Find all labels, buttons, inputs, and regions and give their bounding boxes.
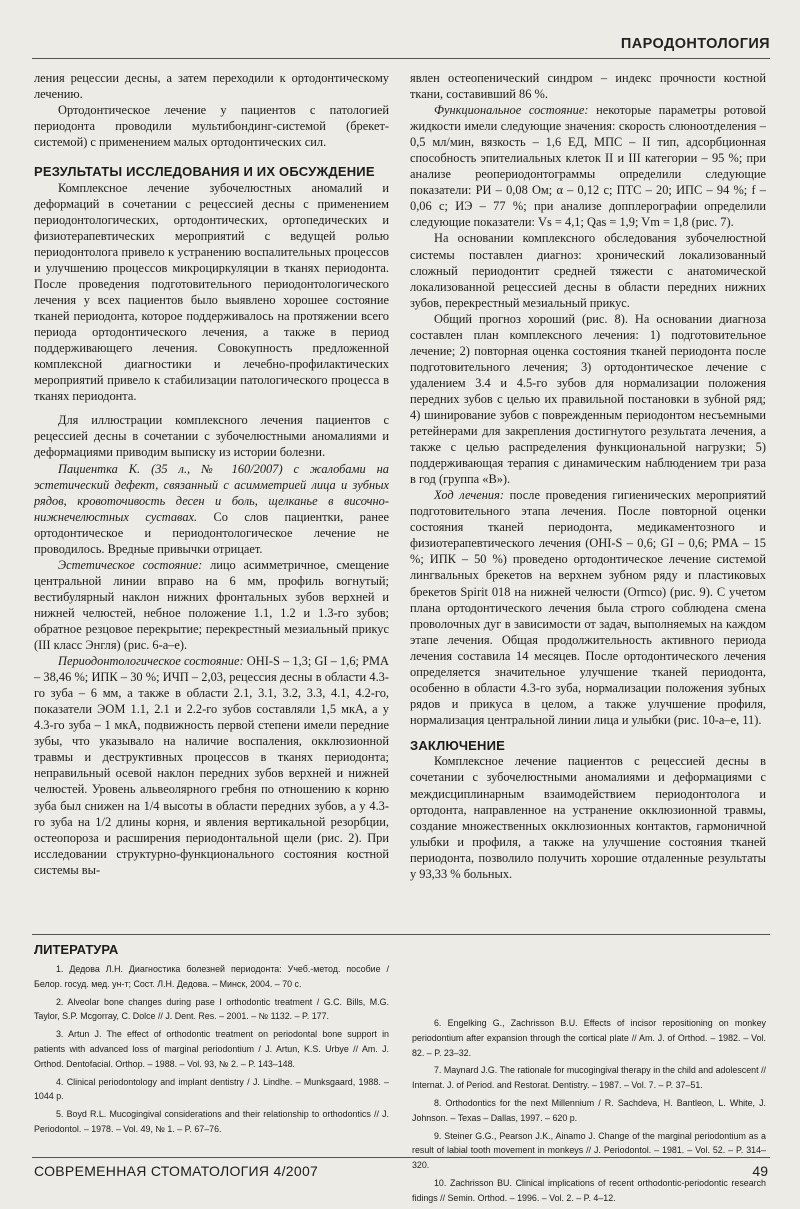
- course-label: Ход лечения:: [434, 488, 504, 503]
- reference-item: 8. Orthodontics for the next Millennium / R. Sachdeva, H. Bantleon, L. White, J. Johnson. – Texas – Dallas, 1997. – 620 p.: [412, 1097, 766, 1123]
- paragraph: Для иллюстрации комплексного лечения пациентов с рецессией десны в сочетании с зубочелюстными аномалиями и деформациями приводим выписку из истории болезни.: [34, 413, 389, 460]
- right-column: [410, 70, 766, 882]
- case-text: Со слов пациентки, ранее ортодонтическое и периодонтологическое лечение не проводилось. Вредные привычки отрицает.: [34, 509, 389, 556]
- references-right: [412, 1016, 766, 1209]
- results-heading: РЕЗУЛЬТАТЫ ИССЛЕДОВАНИЯ И ИХ ОБСУЖДЕНИЕ: [34, 164, 375, 180]
- footer-divider: [32, 1157, 770, 1158]
- paragraph: Общий прогноз хороший (рис. 8). На основании диагноза составлен план комплексного лечения: 1) подготовительное лечение; 2) повторная оценка состояния тканей периодонта после подготовительного лечения; 3) ортодонтическое лечение с удалением 3.4 и 4.5-го зубов для нормализации положения передних зубов с целью их правильной постановки в зубной ряд; 4) шинирование зубов с поврежденным периодонтом несъемными ретейнерами для закрепления достигнутого результата лечения, а также с целью распределения функциональной нагрузки; 5) поддерживающая терапия с динамическим наблюдением три раза в год (группа «В»).: [410, 311, 766, 487]
- paragraph: явлен остеопенический синдром – индекс прочности костной ткани, составивший 86 %.: [410, 71, 766, 102]
- paragraph: Ортодонтическое лечение у пациентов с патологией периодонта проводили мультибондинг-системой (брекет-системой) с применением малых ортодонтических сил.: [34, 103, 389, 150]
- conclusion-heading: ЗАКЛЮЧЕНИЕ: [410, 737, 506, 753]
- paragraph: ления рецессии десны, а затем переходили к ортодонтическому лечению.: [34, 71, 389, 102]
- header-divider: [32, 58, 770, 59]
- literature-heading: ЛИТЕРАТУРА: [34, 942, 119, 957]
- func-paragraph: [410, 102, 766, 230]
- aesthetic-text: лицо асимметричное, смещение центральной линии вправо на 6 мм, профиль вогнутый; вестибулярный наклон нижних фронтальных зубов верхней и нижней челюстей, небное положение 1.1, 1.2 и 1.3-го зубов; обратное резцовое перекрытие; перекрестный мезиальный прикус (III класс Энгля) (рис. 6-а–е).: [34, 557, 389, 653]
- perio-text: OHI-S – 1,3; GI – 1,6; РМА – 38,46 %; ИПК – 30 %; ИЧП – 2,03, рецессия десны в области 4.3-го зуба – 6 мм, а также в области 2.1, 3.1, 3.2, 3.3, 4.1, 4.2-го, показатели ЭОМ 1.1, 2.1 и 2.2-го зубов составляли 1,5 мкА, а у 4.3-го зуба – 1 мкА, подвижность первой степени имели передние зубы, что указывало на наличие воспаления, окклюзионной травмы и деструктивных процессов в тканях периодонта; неправильный осевой наклон передних зубов верхней и нижней челюстей. Уровень альвеолярного гребня по отношению к корню зуба был снижен на 1/4 высоты в области передних зубов, а у 4.3-го зуба на 1/2 длины корня, и явления вертикальной резорбции, остеопороза и расширения периодонтальной щели (рис. 2). При исследовании структурно-функционального состояния костной системы вы-: [34, 654, 389, 877]
- reference-item: 2. Alveolar bone changes during pase I orthodontic treatment / G.C. Bills, M.G. Taylor, S.P. Mcgorray, C. Dolce // J. Dent. Res. – 2001. – № 1132. – P. 177.: [34, 996, 389, 1022]
- references-left: [34, 962, 389, 1140]
- reference-item: 1. Дедова Л.Н. Диагностика болезней периодонта: Учеб.-метод. пособие / Белор. госуд. мед. ун-т; Сост. Л.Н. Дедова. – Минск, 2004. – 70 с.: [34, 964, 389, 989]
- course-paragraph: [410, 487, 766, 728]
- left-column: [34, 70, 389, 878]
- reference-item: 9. Steiner G.G., Pearson J.K., Ainamo J. Change of the marginal periodontium as a result of labial tooth movement in monkeys // J. Periodontol. – 1981. – Vol. 52. – P. 314–320.: [412, 1130, 766, 1171]
- page-number: 49: [752, 1163, 768, 1179]
- func-label: Функциональное состояние:: [434, 103, 589, 118]
- course-text: после проведения гигиенических мероприятий подготовительного этапа лечения. После повторной оценки состояния тканей периодонта, медикаментозного и физиотерапевтического лечения (OHI-S – 0,6; GI – 0,6; РМА – 15 %; ИПК – 50 %) проведено ортодонтическое лечение системой лингвальных брекетов на верхнем зубном ряду и пластиковых брекетов Spirit 018 на нижней челюсти (Ormco) (рис. 9). С учетом плана ортодонтического лечения была строго соблюдена смена проволочных дуг в зависимости от задач, выполняемых на каждом этапе лечения. Общая продолжительность активного периода лечения составила 14 месяцев. После ортодонтического лечения определяется значительное улучшение тканей периодонта, особенно в области 4.3-го зуба, нормализации положения зубных рядов и прикуса в целом, а также улучшение профиля, нормализация центральной линии лица и улыбки (рис. 10-а–е, 11).: [410, 488, 767, 727]
- perio-label: Периодонтологическое состояние:: [58, 654, 244, 669]
- func-text: некоторые параметры ротовой жидкости имели следующие значения: скорость слюноотделения – 0,5 мл/мин, вязкость – 1,6 ЕД, МПС – II тип, адсорбционная способность эпителиальных клеток II и III категории – 95 %; при анализе реопериодонтограммы определили следующие показатели: РИ – 0,08 Ом; α – 0,12 с; ПТС – 20; ИПС – 94 %; f – 0,06 с; ИЭ – 77 %; при анализе допплерографии определили следующие показатели: Vs = 4,1; Qas = 1,9; Vm = 1,8 (рис. 7).: [410, 103, 766, 230]
- literature-divider: [32, 934, 770, 935]
- paragraph: Комплексное лечение пациентов с рецессией десны в сочетании с зубочелюстными аномалиями и деформациями с междисциплинарным взаимодействием периодонтолога и ортодонта, направленное на устранение окклюзионной травмы, создание множественных окклюзионных контактов, гармоничной улыбки и профиля, а также на улучшение состояния тканей периодонта, позволило получить хорошие отдаленные результаты у 93,33 % больных.: [410, 754, 766, 881]
- journal-title: СОВРЕМЕННАЯ СТОМАТОЛОГИЯ 4/2007: [34, 1163, 319, 1179]
- reference-item: 3. Artun J. The effect of orthodontic treatment on periodontal bone support in patients with advanced loss of marginal periodontium / J. Artun, K.S. Urbye // Am. J. Orthod. Dentofacial. Orthop. – 1988. – Vol. 93, № 2. – P. 143–148.: [34, 1029, 389, 1069]
- case-paragraph: [34, 461, 389, 557]
- case-lead: Пациентка К. (35 л., № 160/2007) с жалобами на эстетический дефект, связанный с асимметрией лица и зубных рядов, кровоточивость десен и боль, щелканье в височно-нижнечелюстных суставах.: [34, 461, 389, 524]
- aesthetic-paragraph: [34, 557, 389, 653]
- paragraph: Комплексное лечение зубочелюстных аномалий и деформаций в сочетании с рецессией десны с применением периодонтологических, ортодонтических, ортопедических и физиотерапевтических мероприятий с ведущей ролью периодонтолога привело к устранению воспалительных процессов и улучшению процессов микроциркуляции в тканях периодонта. После проведения подготовительного периодонтологического лечения у всех пациентов было выявлено хорошее состояние тканей периодонта, которое поддерживалось на протяжении всего периода ортодонтического лечения, а также в период поддерживающего лечения. Совокупность предложенной комплексной диагностики и лечебно-профилактических мероприятий привело к стабилизации патологического процесса в тканях периодонта.: [34, 180, 389, 404]
- reference-item: 7. Maynard J.G. The rationale for mucogingival therapy in the child and adolescent // Internat. J. of Period. and Restorat. Dentistry. – 1987. – Vol. 7. – P. 37–51.: [412, 1065, 766, 1091]
- reference-item: 4. Clinical periodontology and implant dentistry / J. Lindhe. – Munksgaard, 1988. – 1044 p.: [34, 1076, 389, 1102]
- reference-item: 5. Boyd R.L. Mucogingival considerations and their relationship to orthodontics // J. Periodontol. – 1978. – Vol. 49, № 1. – P. 67–76.: [34, 1109, 389, 1134]
- reference-item: 10. Zachrisson BU. Clinical implications of recent orthodontic-periodontic research fidings // Semin. Orthod. – 1996. – Vol. 2. – P. 4–12.: [412, 1177, 766, 1203]
- reference-item: 6. Engelking G., Zachrisson B.U. Effects of incisor repositioning on monkey periodontium after expansion through the cortical plate // Am. J. of Orthod. – 1982. – Vol. 82. – P. 23–32.: [412, 1018, 766, 1058]
- paragraph: На основании комплексного обследования зубочелюстной системы поставлен диагноз: хронический локализованный сложный периодонтит средней тяжести с анатомической локализованной рецессией десны в области передних нижних зубов, перекрестный мезиальный прикус.: [410, 231, 766, 310]
- section-title: ПАРОДОНТОЛОГИЯ: [620, 36, 770, 52]
- perio-paragraph: [34, 653, 389, 878]
- aesthetic-label: Эстетическое состояние:: [58, 557, 203, 572]
